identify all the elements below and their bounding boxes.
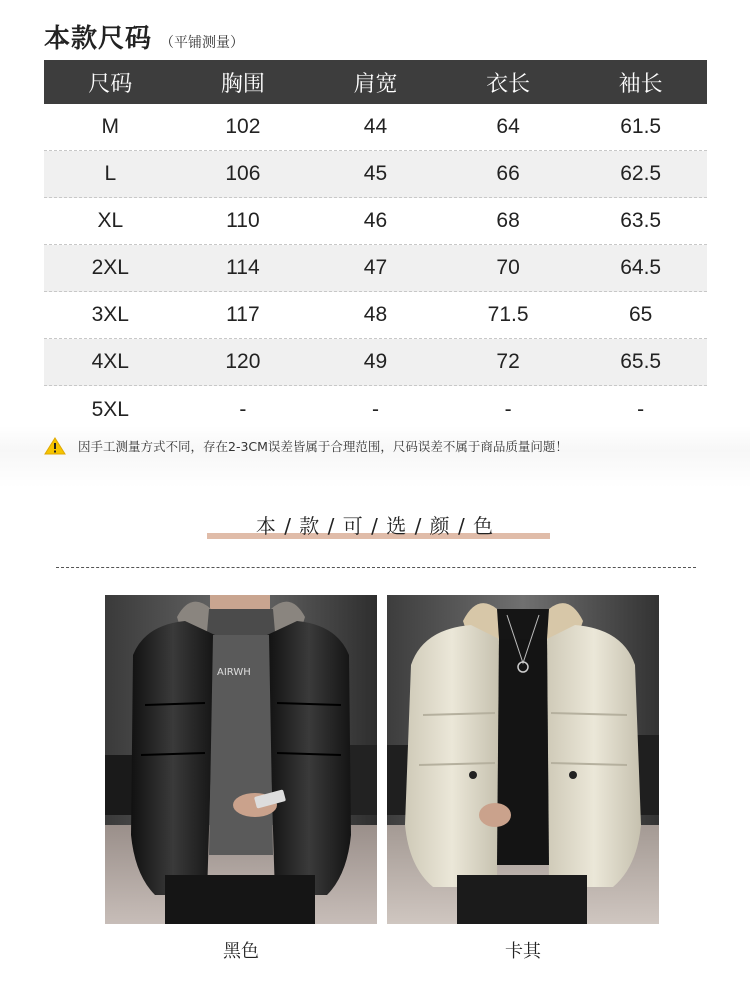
cell-sleeve: 61.5 [620,115,662,138]
size-table [44,60,707,433]
cell-chest: 106 [225,162,261,185]
cell-length: 66 [496,162,520,185]
column-header-sleeve: 袖长 [618,71,663,97]
cell-sleeve: 63.5 [620,209,662,232]
cell-size: 2XL [91,256,129,279]
cell-chest: 114 [226,256,260,279]
cell-size: 3XL [91,303,129,326]
cell-sleeve: 65.5 [620,350,662,373]
column-header-length: 衣长 [486,71,531,97]
cell-length: 71.5 [487,303,529,326]
colors-heading [0,510,750,539]
cell-size: L [104,162,117,185]
colors-title: 本 / 款 / 可 / 选 / 颜 / 色 [255,514,495,538]
cell-sleeve: - [637,397,645,421]
size-header [44,16,244,56]
warning-icon [44,437,66,455]
table-row [44,245,707,292]
cell-shoulder: 48 [363,303,388,326]
notice-text: 因手工测量方式不同，存在2-3CM误差皆属于合理范围，尺码误差不属于商品质量问题！ [78,439,568,454]
cell-chest: 110 [226,209,260,232]
cell-chest: 117 [226,303,260,326]
table-row [44,198,707,245]
cell-length: 64 [496,115,520,138]
table-row [44,104,707,151]
cell-length: - [504,397,512,421]
cell-shoulder: 46 [363,209,388,232]
cell-shoulder: 45 [363,162,388,185]
cell-length: 68 [496,209,520,232]
color-label-black: 黑色 [223,941,259,962]
cell-shoulder: 47 [363,256,388,279]
cell-length: 70 [496,256,520,279]
column-header-size: 尺码 [88,71,133,97]
page-subtitle: （平铺测量） [160,35,245,51]
cell-shoulder: 44 [363,115,388,138]
khaki-jacket-photo [387,595,659,924]
table-row [44,151,707,198]
svg-text:AIRWH: AIRWH [217,667,251,678]
cell-sleeve: 62.5 [620,162,662,185]
cell-sleeve: 65 [628,303,653,326]
page-title: 本款尺码 [44,24,153,54]
column-header-shoulder: 肩宽 [353,71,398,97]
divider [56,567,696,568]
table-header [44,60,707,104]
cell-size: XL [97,209,124,232]
cell-chest: - [239,397,247,421]
cell-chest: 120 [225,350,261,373]
cell-chest: 102 [225,115,261,138]
measurement-notice [44,437,568,455]
cell-shoulder: - [371,397,379,421]
cell-size: 4XL [91,350,129,373]
table-row [44,292,707,339]
column-header-chest: 胸围 [220,71,265,97]
notice-band [0,426,750,488]
cell-shoulder: 49 [363,350,388,373]
cell-size: M [101,115,120,138]
cell-length: 72 [496,350,520,373]
color-label-khaki: 卡其 [505,941,541,962]
cell-sleeve: 64.5 [620,256,662,279]
table-row [44,339,707,386]
black-jacket-photo [105,595,377,924]
cell-size: 5XL [91,397,129,421]
